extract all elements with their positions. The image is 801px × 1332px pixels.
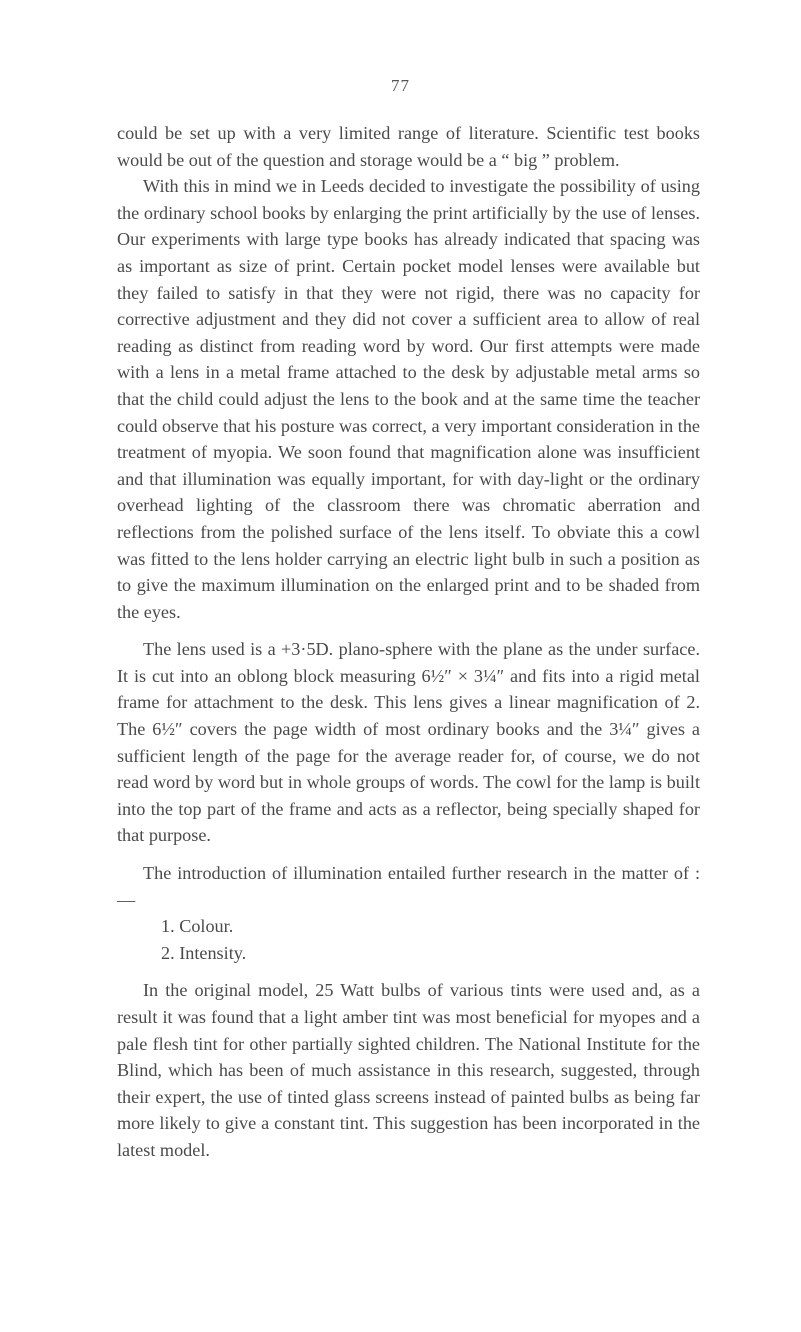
list-item-colour: 1. Colour. [161, 916, 234, 937]
research-factors-list [117, 913, 700, 966]
list-item-intensity: 2. Intensity. [161, 942, 247, 963]
paragraph-lenses-experiment: With this in mind we in Leeds decided to investigate the possibility of using the ordinary school books by enlarging the print artificially by the use of lenses. Our experiments with large type books has already indicated that spacing was as important as size of print. Certain pocket model lenses were available but they failed to satisfy in that they were not rigid, there was no capacity for corrective adjustment and they did not cover a sufficient area to allow of real reading as distinct from reading word by word. Our first attempts were made with a lens in a metal frame attached to the desk by adjustable metal arms so that the child could adjust the lens to the book and at the same time the teacher could observe that his posture was correct, a very important consideration in the treatment of myopia. We soon found that magnification alone was insufficient and that illumination was equally important, for with day-light or the ordinary overhead lighting of the classroom there was chromatic aberration and reflections from the polished surface of the lens itself. To obviate this a cowl was fitted to the lens holder carrying an electric light bulb in such a position as to give the maximum illumination on the enlarged print and to be shaded from the eyes. [117, 176, 700, 622]
page-number: 77 [391, 76, 410, 95]
paragraph-illumination-intro: The introduction of illumination entailed further research in the matter of :— [117, 863, 700, 910]
paragraph-lens-description: The lens used is a +3·5D. plano-sphere with the plane as the under surface. It is cut into an oblong block measuring 6½″ × 3¼″ and fits into a rigid metal frame for attachment to the desk. This lens gives a linear magnification of 2. The 6½″ covers the page width of most ordinary books and the 3¼″ gives a sufficient length of the page for the average reader for, of course, we do not read word by word but in whole groups of words. The cowl for the lamp is built into the top part of the frame and acts as a reflector, being specially shaped for that purpose. [117, 639, 700, 846]
paragraph-continuation: could be set up with a very limited range of literature. Scientific test books would be out of the question and storage would be a “ big ” problem. [117, 123, 700, 170]
paragraph-bulbs-tints: In the original model, 25 Watt bulbs of various tints were used and, as a result it was found that a light amber tint was most beneficial for myopes and a pale flesh tint for other partially sighted children. The National Institute for the Blind, which has been of much assistance in this research, suggested, through their expert, the use of tinted glass screens instead of painted bulbs as being far more likely to give a constant tint. This suggestion has been incorporated in the latest model. [117, 980, 700, 1160]
body-text [117, 120, 700, 1164]
